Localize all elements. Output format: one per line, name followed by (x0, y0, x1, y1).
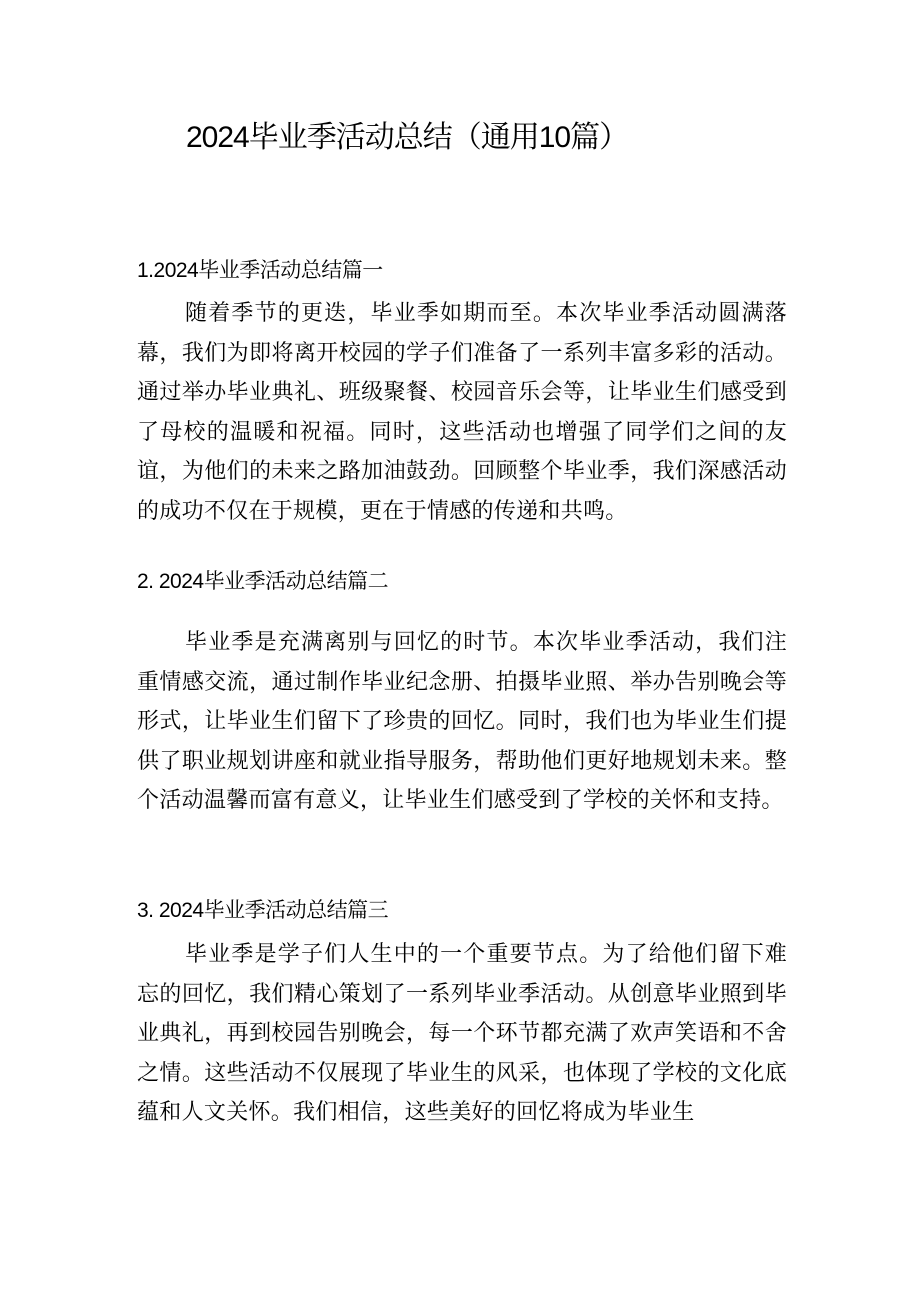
section-heading-2: 2. 2024毕业季活动总结篇二 (137, 570, 389, 593)
section-body-1: 随着季节的更迭，毕业季如期而至。本次毕业季活动圆满落幕，我们为即将离开校园的学子们准备了一系列丰富多彩的活动。通过举办毕业典礼、班级聚餐、校园音乐会等，让毕业生们感受到了母校的温暖和祝福。同时，这些活动也增强了同学们之间的友谊，为他们的未来之路加油鼓劲。回顾整个毕业季，我们深感活动的成功不仅在于规模，更在于情感的传递和共鸣。 (137, 301, 787, 524)
document-title: 2024毕业季活动总结（通用10篇） (186, 121, 629, 154)
section-heading-3: 3. 2024毕业季活动总结篇三 (137, 899, 389, 922)
section-body-2: 毕业季是充满离别与回忆的时节。本次毕业季活动，我们注重情感交流，通过制作毕业纪念册、拍摄毕业照、举办告别晚会等形式，让毕业生们留下了珍贵的回忆。同时，我们也为毕业生们提供了职业规划讲座和就业指导服务，帮助他们更好地规划未来。整个活动温馨而富有意义，让毕业生们感受到了学校的关怀和支持。 (137, 630, 787, 813)
section-heading-1: 1.2024毕业季活动总结篇一 (137, 259, 383, 282)
section-body-3: 毕业季是学子们人生中的一个重要节点。为了给他们留下难忘的回忆，我们精心策划了一系列毕业季活动。从创意毕业照到毕业典礼，再到校园告别晚会，每一个环节都充满了欢声笑语和不舍之情。这些活动不仅展现了毕业生的风采，也体现了学校的文化底蕴和人文关怀。我们相信，这些美好的回忆将成为毕业生 (137, 942, 787, 1125)
